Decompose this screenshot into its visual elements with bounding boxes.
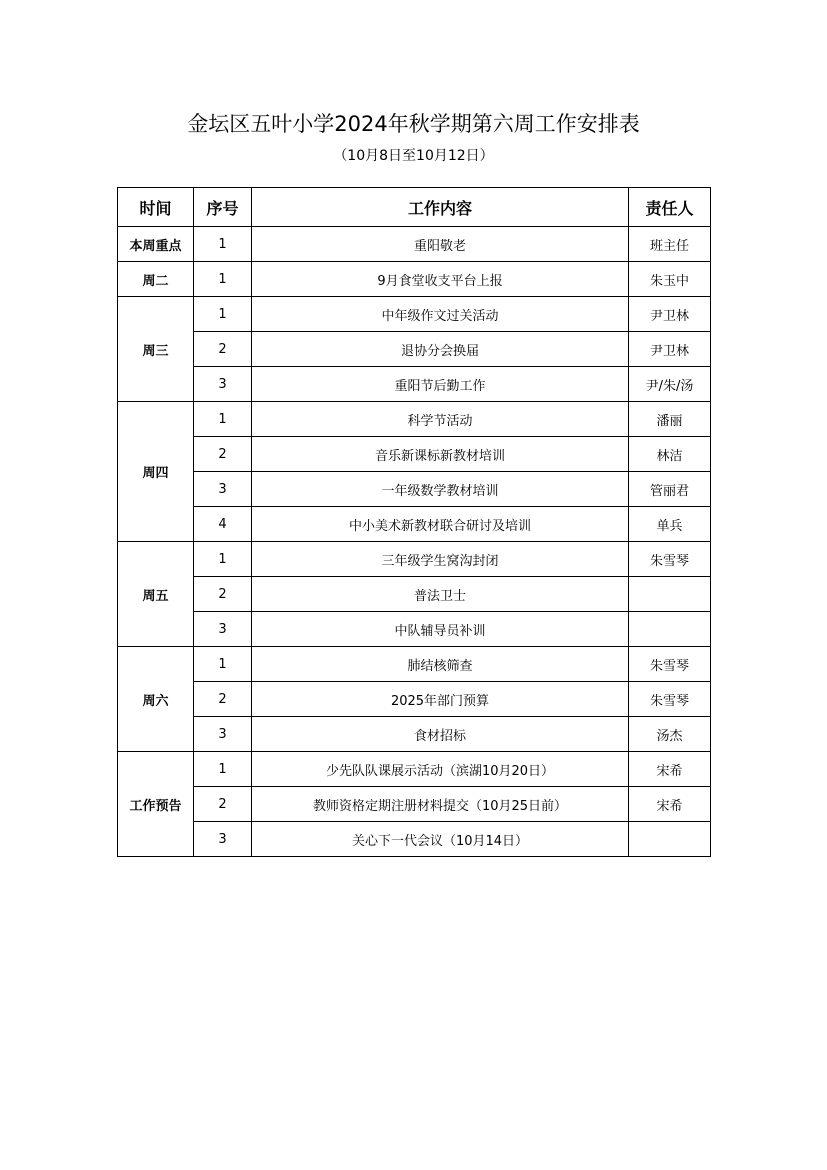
header-time: 时间: [118, 188, 194, 227]
number-cell: 2: [194, 577, 252, 612]
responsible-cell: 尹卫林: [629, 297, 711, 332]
number-cell: 1: [194, 402, 252, 437]
content-cell: 中年级作文过关活动: [252, 297, 629, 332]
content-cell: 退协分会换届: [252, 332, 629, 367]
number-cell: 1: [194, 297, 252, 332]
content-cell: 重阳敬老: [252, 227, 629, 262]
day-cell-focus: 本周重点: [118, 227, 194, 262]
content-cell: 中小美术新教材联合研讨及培训: [252, 507, 629, 542]
responsible-cell: 汤杰: [629, 717, 711, 752]
content-cell: 食材招标: [252, 717, 629, 752]
day-cell-friday: 周五: [118, 542, 194, 647]
content-cell: 少先队队课展示活动（滨湖10月20日）: [252, 752, 629, 787]
responsible-cell: [629, 612, 711, 647]
table-row: [118, 647, 711, 682]
table-row: [118, 437, 711, 472]
content-cell: 一年级数学教材培训: [252, 472, 629, 507]
number-cell: 4: [194, 507, 252, 542]
number-cell: 2: [194, 682, 252, 717]
number-cell: 2: [194, 787, 252, 822]
number-cell: 1: [194, 227, 252, 262]
content-cell: 2025年部门预算: [252, 682, 629, 717]
responsible-cell: 单兵: [629, 507, 711, 542]
number-cell: 3: [194, 612, 252, 647]
table-row: [118, 402, 711, 437]
table-row: [118, 227, 711, 262]
day-cell-preview: 工作预告: [118, 752, 194, 857]
responsible-cell: 宋希: [629, 787, 711, 822]
table-row: [118, 787, 711, 822]
header-number: 序号: [194, 188, 252, 227]
responsible-cell: [629, 822, 711, 857]
content-cell: 教师资格定期注册材料提交（10月25日前）: [252, 787, 629, 822]
content-cell: 肺结核筛查: [252, 647, 629, 682]
table-row: [118, 542, 711, 577]
number-cell: 3: [194, 367, 252, 402]
day-cell-thursday: 周四: [118, 402, 194, 542]
number-cell: 1: [194, 542, 252, 577]
number-cell: 3: [194, 717, 252, 752]
table-row: [118, 612, 711, 647]
table-row: [118, 297, 711, 332]
number-cell: 3: [194, 822, 252, 857]
responsible-cell: 尹卫林: [629, 332, 711, 367]
table-row: [118, 262, 711, 297]
table-row: [118, 577, 711, 612]
table-row: [118, 682, 711, 717]
responsible-cell: 管丽君: [629, 472, 711, 507]
responsible-cell: 朱雪琴: [629, 542, 711, 577]
responsible-cell: 班主任: [629, 227, 711, 262]
table-row: [118, 507, 711, 542]
responsible-cell: 潘丽: [629, 402, 711, 437]
table-row: [118, 472, 711, 507]
header-content: 工作内容: [252, 188, 629, 227]
document-subtitle: （10月8日至10月12日）: [333, 148, 494, 164]
number-cell: 3: [194, 472, 252, 507]
responsible-cell: 朱玉中: [629, 262, 711, 297]
table-row: [118, 717, 711, 752]
number-cell: 1: [194, 647, 252, 682]
table-row: [118, 367, 711, 402]
responsible-cell: 朱雪琴: [629, 647, 711, 682]
responsible-cell: [629, 577, 711, 612]
content-cell: 普法卫士: [252, 577, 629, 612]
table-row: [118, 752, 711, 787]
number-cell: 2: [194, 332, 252, 367]
content-cell: 三年级学生窝沟封闭: [252, 542, 629, 577]
responsible-cell: 林洁: [629, 437, 711, 472]
day-cell-saturday: 周六: [118, 647, 194, 752]
number-cell: 1: [194, 752, 252, 787]
content-cell: 中队辅导员补训: [252, 612, 629, 647]
content-cell: 音乐新课标新教材培训: [252, 437, 629, 472]
responsible-cell: 宋希: [629, 752, 711, 787]
document-title: 金坛区五叶小学2024年秋学期第六周工作安排表: [187, 112, 640, 136]
content-cell: 9月食堂收支平台上报: [252, 262, 629, 297]
day-cell-wednesday: 周三: [118, 297, 194, 402]
responsible-cell: 朱雪琴: [629, 682, 711, 717]
table-header-row: [118, 188, 711, 227]
content-cell: 关心下一代会议（10月14日）: [252, 822, 629, 857]
content-cell: 重阳节后勤工作: [252, 367, 629, 402]
table-row: [118, 822, 711, 857]
schedule-table: [117, 187, 711, 857]
table-row: [118, 332, 711, 367]
number-cell: 2: [194, 437, 252, 472]
number-cell: 1: [194, 262, 252, 297]
content-cell: 科学节活动: [252, 402, 629, 437]
header-responsible: 责任人: [629, 188, 711, 227]
day-cell-tuesday: 周二: [118, 262, 194, 297]
responsible-cell: 尹/朱/汤: [629, 367, 711, 402]
